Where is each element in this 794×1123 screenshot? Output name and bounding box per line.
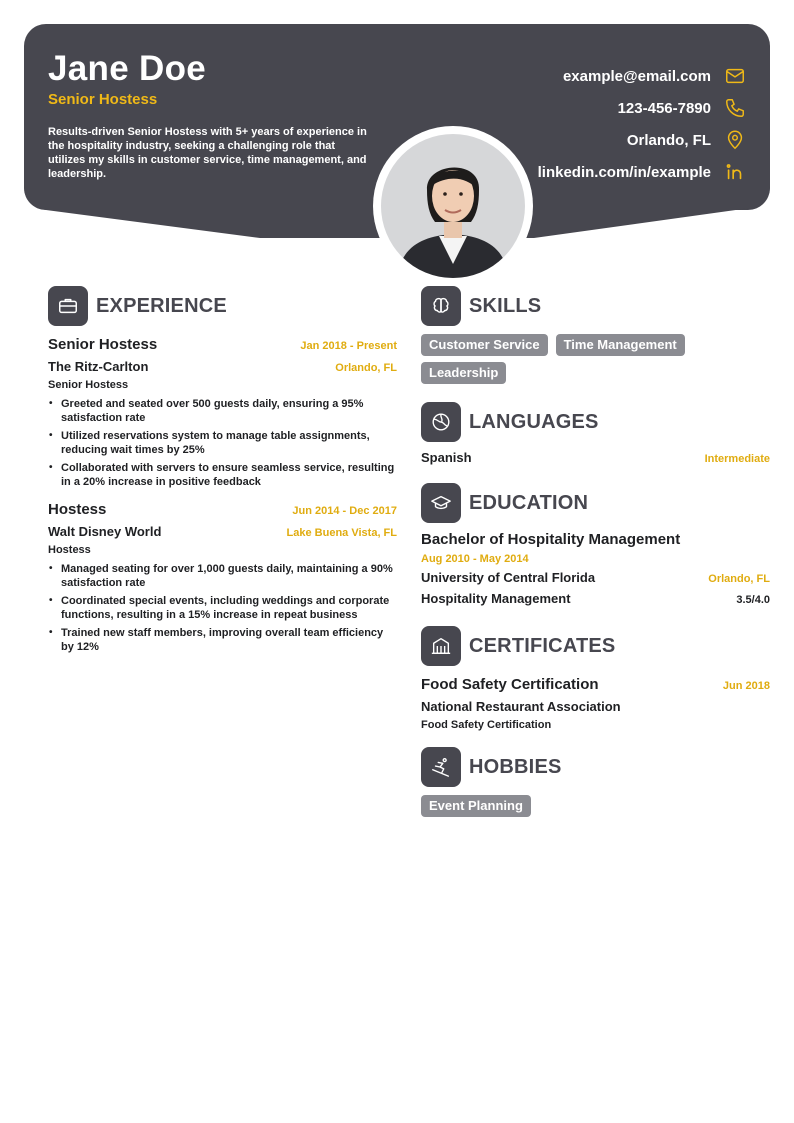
contact-email[interactable]: [563, 64, 746, 88]
job-location: Lake Buena Vista, FL: [286, 527, 397, 539]
skill-tag: Customer Service: [421, 334, 548, 356]
education-header: [421, 483, 770, 523]
certificate-name: Food Safety Certification: [421, 676, 599, 693]
job-company: Walt Disney World: [48, 524, 162, 539]
job-bullet: • Greeted and seated over 500 guests daily, ensuring a 95% satisfaction rate: [61, 397, 397, 425]
hobbies-tags: [421, 795, 770, 817]
contact-location: [627, 128, 746, 152]
certificates-title: CERTIFICATES: [469, 634, 616, 657]
job-entry: [48, 501, 397, 654]
phone-icon: [724, 97, 746, 119]
certificate-issuer: National Restaurant Association: [421, 699, 621, 714]
location-text: Orlando, FL: [626, 131, 711, 149]
job-bullet: • Managed seating for over 1,000 guests daily, maintaining a 90% satisfaction rate: [61, 562, 397, 590]
school-name: University of Central Florida: [421, 570, 596, 585]
graduation-cap-icon: [421, 483, 461, 523]
candidate-name: Jane Doe: [48, 49, 207, 88]
skills-tags: [421, 334, 770, 384]
skill-tag: Leadership: [421, 362, 506, 384]
job-dates: Jun 2014 - Dec 2017: [292, 505, 397, 517]
contact-linkedin[interactable]: [538, 160, 746, 184]
languages-title: LANGUAGES: [469, 410, 599, 433]
profile-photo: [381, 134, 525, 278]
hobby-tag: Event Planning: [421, 795, 531, 817]
profile-summary: Results-driven Senior Hostess with 5+ years of experience in the hospitality industry, seeking a challenging role that utilizes my skills in customer service, time management, and leadership.: [48, 126, 367, 180]
language-row: [421, 450, 770, 465]
skills-title: SKILLS: [469, 294, 542, 317]
candidate-title: Senior Hostess: [48, 91, 158, 108]
job-location: Orlando, FL: [335, 362, 397, 374]
globe-icon: [421, 402, 461, 442]
brain-icon: [421, 286, 461, 326]
degree-name: Bachelor of Hospitality Management: [421, 531, 681, 548]
institution-icon: [421, 626, 461, 666]
map-pin-icon: [724, 129, 746, 151]
contact-phone[interactable]: [618, 96, 746, 120]
right-column: [421, 286, 770, 817]
hobbies-title: HOBBIES: [469, 755, 562, 778]
certificates-header: [421, 626, 770, 666]
skills-header: [421, 286, 770, 326]
job-bullet: • Collaborated with servers to ensure seamless service, resulting in a 20% increase in positive feedback: [61, 461, 397, 489]
job-entry: [48, 336, 397, 489]
briefcase-icon: [48, 286, 88, 326]
experience-header: [48, 286, 397, 326]
gpa-value: 3.5/4.0: [736, 594, 770, 606]
skill-tag: Time Management: [556, 334, 685, 356]
job-subtitle: Senior Hostess: [48, 379, 129, 391]
education-dates: Aug 2010 - May 2014: [421, 553, 529, 565]
languages-header: [421, 402, 770, 442]
job-subtitle: Hostess: [48, 544, 91, 556]
certificate-date: Jun 2018: [722, 680, 770, 692]
job-bullet: • Utilized reservations system to manage table assignments, reducing wait times by 25%: [61, 429, 397, 457]
linkedin-icon: [724, 161, 746, 183]
certificate-description: Food Safety Certification: [421, 719, 552, 731]
field-of-study: Hospitality Management: [421, 591, 571, 606]
skiing-icon: [421, 747, 461, 787]
certificate-entry: [421, 676, 770, 731]
job-dates: Jan 2018 - Present: [300, 340, 397, 352]
left-column: [48, 286, 397, 658]
mail-icon: [724, 65, 746, 87]
email-text[interactable]: example@email.com: [562, 67, 711, 85]
job-role: Senior Hostess: [48, 336, 158, 353]
language-name: Spanish: [421, 450, 472, 465]
language-level: Intermediate: [704, 453, 770, 465]
profile-photo-frame: [373, 126, 533, 286]
experience-title: EXPERIENCE: [96, 294, 227, 317]
job-bullet: • Coordinated special events, including weddings and corporate functions, resulting in a 15% increase in repeat business: [61, 594, 397, 622]
phone-text[interactable]: 123-456-7890: [617, 99, 711, 117]
job-bullet: • Trained new staff members, improving overall team efficiency by 12%: [61, 626, 397, 654]
education-title: EDUCATION: [469, 491, 589, 514]
job-company: The Ritz-Carlton: [48, 359, 149, 374]
job-role: Hostess: [48, 501, 107, 518]
hobbies-header: [421, 747, 770, 787]
education-entry: [421, 531, 770, 606]
linkedin-text[interactable]: linkedin.com/in/example: [537, 163, 711, 181]
school-location: Orlando, FL: [708, 573, 770, 585]
